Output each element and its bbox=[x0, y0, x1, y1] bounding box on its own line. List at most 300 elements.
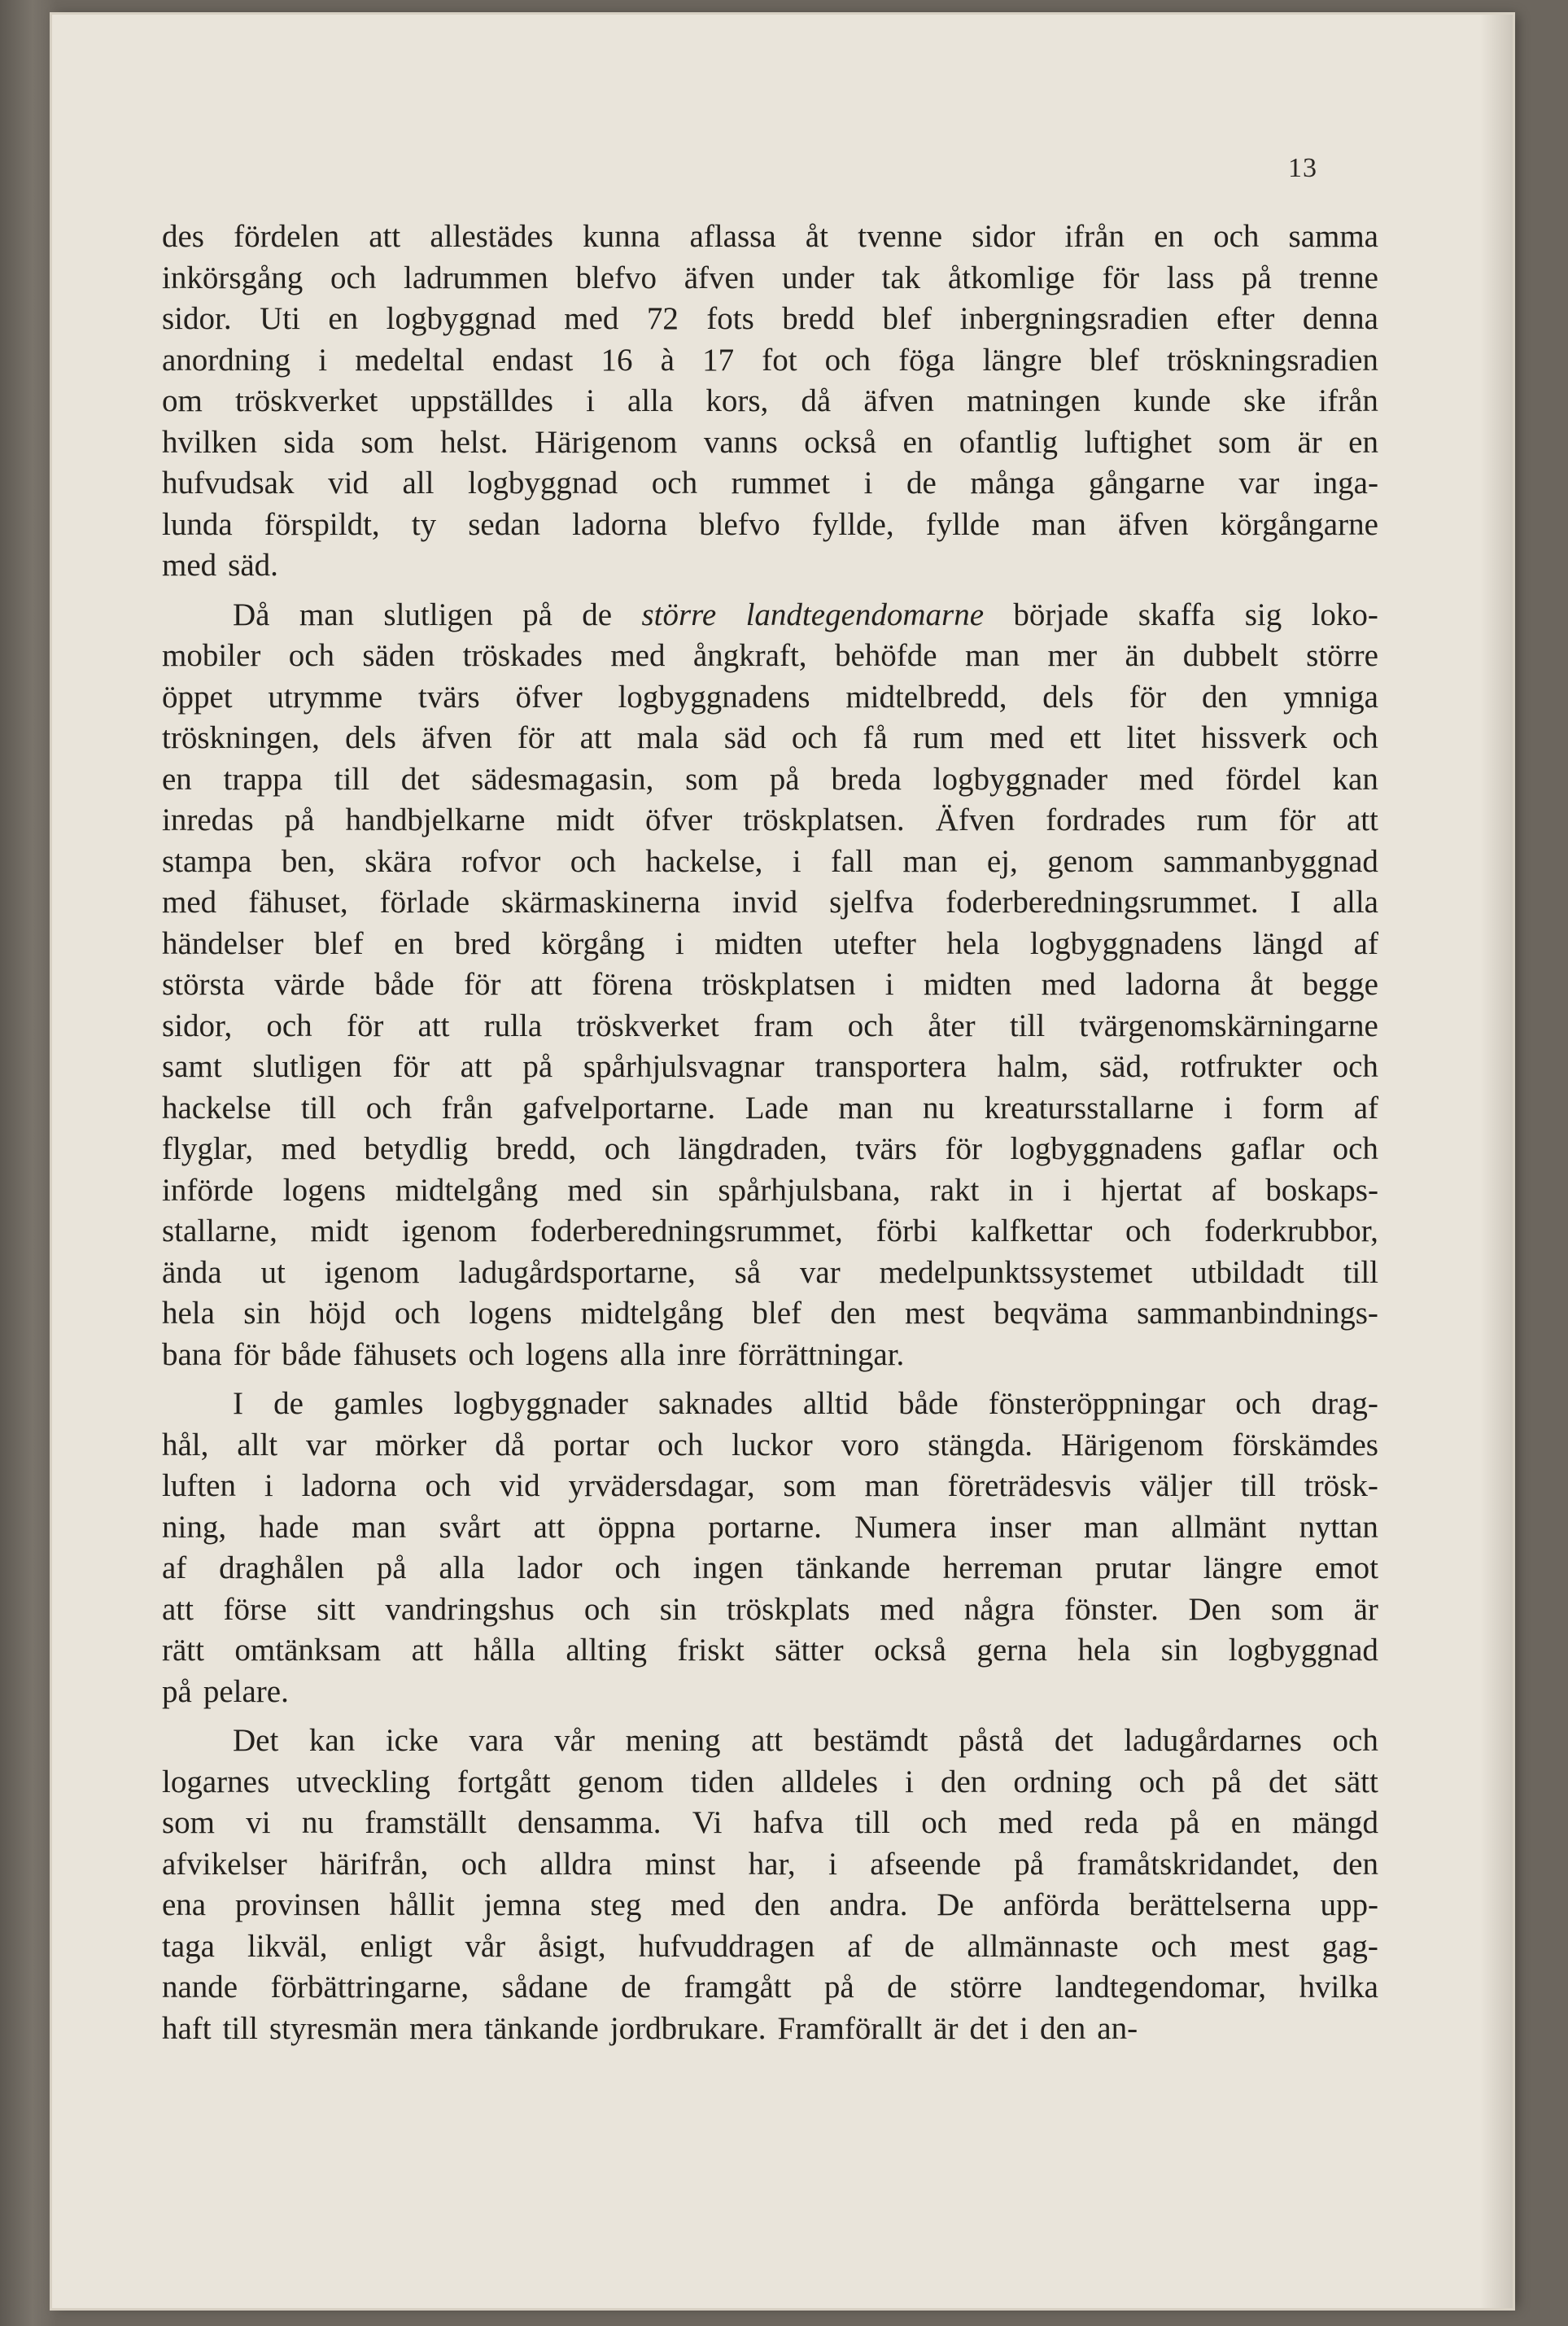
word: drag- bbox=[1311, 1386, 1378, 1421]
word: så bbox=[734, 1254, 762, 1290]
word: för bbox=[1102, 260, 1140, 295]
word: hvilka bbox=[1299, 1970, 1378, 2005]
word: tänkande bbox=[484, 2010, 599, 2046]
word: gamles bbox=[333, 1386, 424, 1421]
word: i bbox=[586, 383, 595, 418]
word: körgångarne bbox=[1220, 506, 1378, 542]
word: allmänt bbox=[1171, 1509, 1267, 1545]
word: hufvudsak bbox=[162, 466, 295, 501]
word: bredd bbox=[782, 301, 855, 336]
text-line bbox=[162, 1172, 1378, 1213]
word: en bbox=[394, 925, 424, 961]
word: då bbox=[495, 1427, 526, 1462]
word: tröskplatsen bbox=[702, 967, 856, 1002]
word: fot bbox=[762, 342, 797, 378]
paragraph bbox=[162, 1722, 1378, 2051]
word: sin bbox=[243, 1296, 281, 1331]
word: och bbox=[583, 1591, 631, 1627]
word: är bbox=[1297, 424, 1322, 460]
word: fähusets bbox=[352, 1336, 457, 1372]
word: i bbox=[675, 925, 684, 961]
word: fyllde bbox=[925, 506, 1000, 542]
word: midt bbox=[556, 802, 614, 837]
text-line bbox=[162, 2010, 1378, 2052]
text-line bbox=[162, 802, 1378, 843]
word: några bbox=[963, 1591, 1035, 1627]
word: var bbox=[799, 1254, 841, 1290]
word: Den bbox=[1188, 1591, 1242, 1627]
word: i bbox=[884, 967, 894, 1002]
word: man bbox=[838, 1090, 893, 1126]
word: att bbox=[533, 1509, 566, 1545]
word: hål, bbox=[162, 1427, 209, 1462]
word: att bbox=[162, 1591, 194, 1627]
text-line bbox=[162, 1887, 1378, 1928]
word: mala bbox=[636, 720, 699, 755]
text-line bbox=[162, 1846, 1378, 1887]
word: ske bbox=[1243, 383, 1286, 418]
word: ladrummen bbox=[404, 260, 548, 295]
word: sitt bbox=[317, 1591, 356, 1627]
word: sida bbox=[283, 424, 335, 460]
word: Äfven bbox=[935, 802, 1015, 837]
text-line bbox=[162, 383, 1378, 424]
word: fönsteröppningar bbox=[988, 1386, 1206, 1421]
word: företrädesvis bbox=[947, 1468, 1112, 1503]
word: en bbox=[902, 424, 933, 460]
text-line bbox=[162, 966, 1378, 1008]
word: en bbox=[328, 301, 359, 336]
word: och bbox=[468, 1336, 514, 1372]
word: tvärgenomskärningarne bbox=[1079, 1008, 1378, 1043]
word: rätt bbox=[162, 1633, 204, 1668]
word: steg bbox=[590, 1887, 642, 1922]
text-line bbox=[162, 1213, 1378, 1254]
word: öppna bbox=[597, 1509, 675, 1545]
text-line bbox=[162, 719, 1378, 761]
word: matningen bbox=[967, 383, 1101, 418]
word: lass bbox=[1166, 260, 1215, 295]
word: logbyggnad bbox=[386, 301, 536, 336]
word: äfven bbox=[684, 260, 755, 295]
word: skaffa bbox=[1138, 597, 1216, 632]
word: härifrån, bbox=[320, 1846, 429, 1882]
word: den bbox=[1332, 1846, 1378, 1882]
text-line bbox=[162, 260, 1378, 301]
word: kreatursstallarne bbox=[984, 1090, 1195, 1126]
word: den bbox=[754, 1887, 801, 1922]
word: upp- bbox=[1320, 1887, 1378, 1922]
word: till bbox=[1009, 1008, 1046, 1043]
word: trenne bbox=[1299, 260, 1378, 295]
word: stampa bbox=[162, 843, 252, 879]
word: svårt bbox=[439, 1509, 501, 1545]
word: vi bbox=[246, 1805, 271, 1840]
word: för bbox=[1278, 802, 1316, 837]
word: med bbox=[162, 885, 217, 920]
text-line bbox=[162, 465, 1378, 506]
word: à bbox=[660, 342, 675, 378]
word: genom bbox=[577, 1764, 664, 1799]
word: mörker bbox=[374, 1427, 467, 1462]
word: densamma. bbox=[517, 1805, 662, 1840]
word: till bbox=[854, 1805, 890, 1840]
word: ifrån bbox=[1318, 383, 1378, 418]
word: äfven bbox=[863, 383, 934, 418]
word: behöfde bbox=[834, 638, 937, 673]
word: den bbox=[941, 1764, 987, 1799]
word: fortgått bbox=[456, 1764, 551, 1799]
word: trappa bbox=[223, 761, 303, 797]
text-line bbox=[162, 424, 1378, 466]
word: påstå bbox=[959, 1723, 1024, 1758]
text-line bbox=[162, 1048, 1378, 1090]
word: ladugårdarnes bbox=[1124, 1723, 1302, 1758]
word: blef bbox=[313, 925, 364, 961]
word: tröskverket bbox=[234, 383, 378, 418]
word: till bbox=[222, 2010, 258, 2046]
word: herreman bbox=[942, 1550, 1063, 1585]
word: bana bbox=[162, 1336, 222, 1372]
text-line bbox=[162, 925, 1378, 967]
word: vandringshus bbox=[385, 1591, 555, 1627]
word: som bbox=[685, 761, 739, 797]
word: emot bbox=[1315, 1550, 1378, 1585]
word: de bbox=[906, 466, 937, 501]
word: alltid bbox=[802, 1386, 868, 1421]
word: logens bbox=[525, 1336, 609, 1372]
word: fähuset, bbox=[248, 885, 348, 920]
word: och bbox=[847, 1008, 894, 1043]
word: sådane bbox=[501, 1970, 588, 2005]
word: till bbox=[1240, 1468, 1276, 1503]
word: yrvädersdagar, bbox=[568, 1468, 755, 1503]
word: längre bbox=[982, 342, 1063, 378]
word: som bbox=[360, 424, 414, 460]
word: större bbox=[950, 1970, 1023, 2005]
word: omtänksam bbox=[234, 1633, 382, 1668]
word: rummet bbox=[731, 466, 830, 501]
word: transportera bbox=[815, 1049, 967, 1084]
word: sedan bbox=[468, 506, 541, 542]
word: rum bbox=[1196, 802, 1248, 837]
word: midten bbox=[923, 967, 1012, 1002]
word: gag- bbox=[1321, 1928, 1378, 1964]
word: och bbox=[921, 1805, 967, 1840]
word: vår bbox=[554, 1723, 595, 1758]
word: hackelse bbox=[162, 1090, 272, 1126]
word: att bbox=[1346, 802, 1378, 837]
word: som bbox=[1218, 424, 1272, 460]
word: och bbox=[570, 843, 617, 879]
word: än bbox=[1125, 638, 1155, 673]
word: medelpunktssystemet bbox=[879, 1254, 1153, 1290]
word: samt bbox=[162, 1049, 222, 1084]
word: mobiler bbox=[162, 638, 261, 673]
word: längd bbox=[1252, 925, 1324, 961]
word: logens bbox=[469, 1296, 553, 1331]
word: både bbox=[898, 1386, 959, 1421]
word: inre bbox=[676, 1336, 727, 1372]
word: hafva bbox=[753, 1805, 824, 1840]
word: säd. bbox=[228, 548, 278, 583]
word: friskt bbox=[677, 1633, 745, 1668]
word: också bbox=[874, 1633, 946, 1668]
word: allestädes bbox=[430, 219, 553, 254]
word: och bbox=[651, 466, 698, 501]
word: med bbox=[1138, 761, 1194, 797]
word: mening bbox=[625, 1723, 721, 1758]
word: midten bbox=[714, 925, 803, 961]
word: en bbox=[162, 761, 192, 797]
word: hackelse, bbox=[645, 843, 763, 879]
word: pelare. bbox=[203, 1673, 289, 1709]
word: beqväma bbox=[994, 1296, 1108, 1331]
word: gerna bbox=[976, 1633, 1047, 1668]
word: I bbox=[1290, 885, 1301, 920]
word: fyllde, bbox=[811, 506, 894, 542]
word: tröskplatsen. bbox=[743, 802, 905, 837]
word: ut bbox=[260, 1254, 286, 1290]
word: likväl, bbox=[247, 1928, 328, 1964]
word: logarnes bbox=[162, 1764, 270, 1799]
word: rakt bbox=[929, 1172, 980, 1208]
word: logbyggnadens bbox=[1010, 1131, 1203, 1166]
word: flyglar, bbox=[162, 1131, 254, 1166]
word: tröskningsradien bbox=[1166, 342, 1378, 378]
word: tvärs bbox=[855, 1131, 917, 1166]
word: alldeles bbox=[780, 1764, 879, 1799]
word: luften bbox=[162, 1468, 236, 1503]
word: alla bbox=[1332, 885, 1378, 920]
word: blef bbox=[1090, 342, 1139, 378]
word: äfven bbox=[1118, 506, 1189, 542]
word: om bbox=[162, 383, 203, 418]
word: igenom bbox=[401, 1213, 497, 1248]
text-line bbox=[162, 843, 1378, 885]
word: på bbox=[1212, 1764, 1242, 1799]
word: Lade bbox=[745, 1090, 809, 1126]
word: alla bbox=[627, 383, 674, 418]
word: vid bbox=[499, 1468, 540, 1503]
word: blefvo bbox=[699, 506, 780, 542]
word: nu bbox=[923, 1090, 954, 1126]
word: invid bbox=[732, 885, 798, 920]
word: alla bbox=[439, 1550, 485, 1585]
word: längre bbox=[1203, 1550, 1283, 1585]
text-line bbox=[162, 1591, 1378, 1633]
word: rum bbox=[912, 720, 964, 755]
word: fördel bbox=[1225, 761, 1301, 797]
word: man bbox=[1083, 1509, 1139, 1545]
word: an- bbox=[1097, 2010, 1138, 2046]
word: en bbox=[1230, 1805, 1261, 1840]
word: värde bbox=[274, 967, 345, 1002]
word: inredas bbox=[162, 802, 254, 837]
text-line bbox=[162, 597, 1378, 638]
word: andra. bbox=[829, 1887, 908, 1922]
word: att bbox=[369, 219, 401, 254]
word: att bbox=[460, 1049, 492, 1084]
word: och bbox=[824, 342, 871, 378]
word: sin bbox=[651, 1172, 689, 1208]
word: utrymme bbox=[268, 679, 383, 715]
word: få bbox=[863, 720, 888, 755]
word: med bbox=[564, 301, 619, 336]
word: dels bbox=[1042, 679, 1094, 715]
word: till bbox=[1343, 1254, 1378, 1290]
word: mängd bbox=[1291, 1805, 1378, 1840]
word: jemna bbox=[483, 1887, 561, 1922]
word: man bbox=[299, 597, 355, 632]
word: reda bbox=[1084, 1805, 1139, 1840]
word: ena bbox=[162, 1887, 207, 1922]
word: uppställdes bbox=[410, 383, 553, 418]
text-line bbox=[162, 1090, 1378, 1131]
text-line bbox=[162, 1969, 1378, 2010]
word: begge bbox=[1302, 967, 1378, 1002]
word: det bbox=[1268, 1764, 1308, 1799]
word: allmännaste bbox=[967, 1928, 1119, 1964]
word: hissverk bbox=[1201, 720, 1308, 755]
word: midtelbredd, bbox=[845, 679, 1007, 715]
word: fall bbox=[830, 843, 873, 879]
text-line bbox=[162, 1928, 1378, 1970]
word: tröskverket bbox=[576, 1008, 719, 1043]
word: blef bbox=[882, 301, 933, 336]
word: Det bbox=[233, 1723, 279, 1758]
word: De bbox=[937, 1887, 974, 1922]
word: hade bbox=[259, 1509, 319, 1545]
word: afvikelser bbox=[162, 1846, 287, 1882]
word: på bbox=[522, 1049, 553, 1084]
text-line bbox=[162, 1632, 1378, 1673]
word: de bbox=[621, 1970, 651, 2005]
word: Numera bbox=[854, 1509, 957, 1545]
word: förena bbox=[592, 967, 673, 1002]
word: och bbox=[330, 260, 377, 295]
word: och bbox=[266, 1008, 312, 1043]
italic-word: större bbox=[641, 597, 717, 632]
word: tröskplats bbox=[726, 1591, 850, 1627]
word: att bbox=[530, 967, 562, 1002]
word: nu bbox=[301, 1805, 334, 1840]
word: fordrades bbox=[1046, 802, 1166, 837]
word: ladorna bbox=[572, 506, 668, 542]
word: igenom bbox=[324, 1254, 420, 1290]
word: luftighet bbox=[1084, 424, 1192, 460]
word: utefter bbox=[833, 925, 916, 961]
word: form bbox=[1262, 1090, 1325, 1126]
word: tak bbox=[881, 260, 921, 295]
word: slutligen bbox=[252, 1049, 362, 1084]
word: kan bbox=[308, 1723, 356, 1758]
word: nande bbox=[162, 1970, 238, 2005]
word: den bbox=[1201, 679, 1248, 715]
word: föga bbox=[898, 342, 955, 378]
word: af bbox=[162, 1550, 187, 1585]
word: allt bbox=[237, 1427, 278, 1462]
word: sätter bbox=[775, 1633, 844, 1668]
word: lunda bbox=[162, 506, 233, 542]
word: de bbox=[582, 597, 613, 632]
word: ända bbox=[162, 1254, 222, 1290]
word: mest bbox=[905, 1296, 965, 1331]
word: logbyggnad bbox=[1228, 1633, 1378, 1668]
text-line bbox=[162, 1673, 1378, 1715]
word: i bbox=[828, 1846, 837, 1882]
word: Framförallt bbox=[777, 2010, 923, 2046]
word: hela bbox=[162, 1296, 215, 1331]
word: åsigt, bbox=[538, 1928, 606, 1964]
text-line bbox=[162, 679, 1378, 720]
word: med bbox=[281, 1131, 336, 1166]
word: på bbox=[769, 761, 800, 797]
word: den bbox=[1039, 2010, 1086, 2046]
word: för bbox=[517, 720, 555, 755]
word: körgång bbox=[541, 925, 645, 961]
word: är bbox=[933, 2010, 959, 2046]
word: saknades bbox=[657, 1386, 773, 1421]
word: 16 bbox=[601, 342, 633, 378]
word: hvilken bbox=[162, 424, 257, 460]
word: har, bbox=[748, 1846, 796, 1882]
word: att bbox=[751, 1723, 784, 1758]
word: och bbox=[394, 1296, 441, 1331]
word: bredd, bbox=[496, 1131, 577, 1166]
word: blef bbox=[752, 1296, 802, 1331]
word: äfven bbox=[421, 720, 492, 755]
word: af bbox=[1353, 925, 1378, 961]
word: och bbox=[1332, 1131, 1378, 1166]
word: och bbox=[1332, 1723, 1378, 1758]
word: väljer bbox=[1139, 1468, 1212, 1503]
word: midt bbox=[310, 1213, 369, 1248]
word: helst. bbox=[440, 424, 509, 460]
text-line bbox=[162, 1550, 1378, 1591]
word: med bbox=[1041, 967, 1096, 1002]
word: införde bbox=[162, 1172, 254, 1208]
word: på bbox=[522, 597, 553, 632]
word: ben, bbox=[281, 843, 335, 879]
word: vid bbox=[328, 466, 369, 501]
word: är bbox=[1353, 1591, 1378, 1627]
word: de bbox=[273, 1386, 304, 1421]
word: Då bbox=[233, 597, 270, 632]
word: att bbox=[579, 720, 612, 755]
word: med bbox=[162, 548, 217, 583]
word: inga- bbox=[1312, 466, 1378, 501]
word: framåtskridandet, bbox=[1077, 1846, 1300, 1882]
word: kunde bbox=[1133, 383, 1212, 418]
word: och bbox=[1332, 1049, 1378, 1084]
word: man bbox=[1031, 506, 1086, 542]
word: rofvor bbox=[461, 843, 541, 879]
word: hålla bbox=[474, 1633, 535, 1668]
text-line bbox=[162, 1467, 1378, 1509]
word: i bbox=[905, 1764, 914, 1799]
word: logbyggnader bbox=[453, 1386, 628, 1421]
word: många bbox=[970, 466, 1055, 501]
word: då bbox=[801, 383, 832, 418]
word: landtegendomar, bbox=[1055, 1970, 1267, 2005]
word: man bbox=[964, 638, 1020, 673]
word: vara bbox=[469, 1723, 524, 1758]
word: både bbox=[282, 1336, 342, 1372]
word: och bbox=[425, 1468, 471, 1503]
word: sin bbox=[1160, 1633, 1199, 1668]
word: och bbox=[461, 1846, 508, 1882]
